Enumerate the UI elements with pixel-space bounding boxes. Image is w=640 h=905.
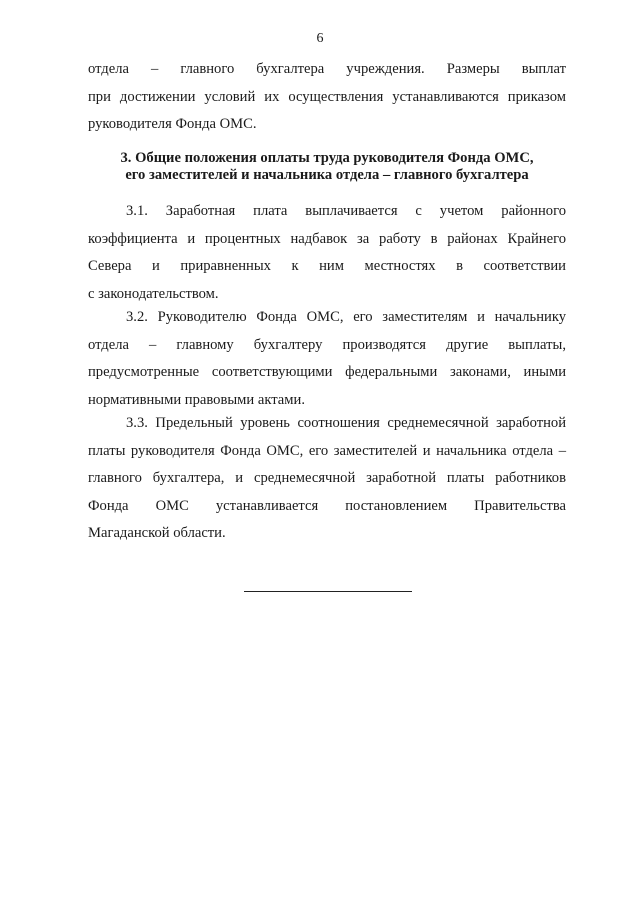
paragraph-line: Фонда ОМС устанавливается постановлением Правительства — [88, 497, 566, 514]
paragraph-line: предусмотренные соответствующими федеральными законами, иными — [88, 364, 566, 380]
paragraph-line: 3.3. Предельный уровень соотношения среднемесячной заработной — [126, 415, 566, 431]
paragraph-3-3 — [88, 410, 566, 548]
intro-paragraph — [88, 56, 566, 139]
paragraph-line: платы руководителя Фонда ОМС, его заместителей и начальника отдела – — [88, 442, 566, 459]
closing-rule — [244, 591, 412, 592]
section-heading-line-2: его заместителей и начальника отдела – главного бухгалтера — [125, 166, 529, 183]
paragraph-line: 3.2. Руководителю Фонда ОМС, его заместителям и начальнику — [126, 309, 566, 325]
paragraph-3-1 — [88, 198, 566, 308]
intro-line: руководителя Фонда ОМС. — [88, 116, 257, 132]
paragraph-line: 3.1. Заработная плата выплачивается с учетом районного — [126, 203, 566, 219]
intro-line: отдела – главного бухгалтера учреждения. Размеры выплат — [88, 61, 566, 77]
paragraph-line: Севера и приравненных к ним местностях в соответствии — [88, 258, 566, 274]
paragraph-line: коэффициента и процентных надбавок за работу в районах Крайнего — [88, 230, 566, 247]
paragraph-line: Магаданской области. — [88, 525, 226, 541]
section-heading — [88, 150, 566, 183]
page-number: 6 — [316, 31, 324, 46]
section-heading-line-1: 3. Общие положения оплаты труда руководителя Фонда ОМС, — [120, 150, 534, 166]
paragraph-line: отдела – главному бухгалтеру производятся другие выплаты, — [88, 336, 566, 353]
paragraph-line: нормативными правовыми актами. — [88, 391, 305, 408]
paragraph-line: с законодательством. — [88, 285, 219, 302]
paragraph-3-2 — [88, 304, 566, 414]
paragraph-line: главного бухгалтера, и среднемесячной заработной платы работников — [88, 470, 566, 486]
intro-line: при достижении условий их осуществления устанавливаются приказом — [88, 88, 566, 105]
